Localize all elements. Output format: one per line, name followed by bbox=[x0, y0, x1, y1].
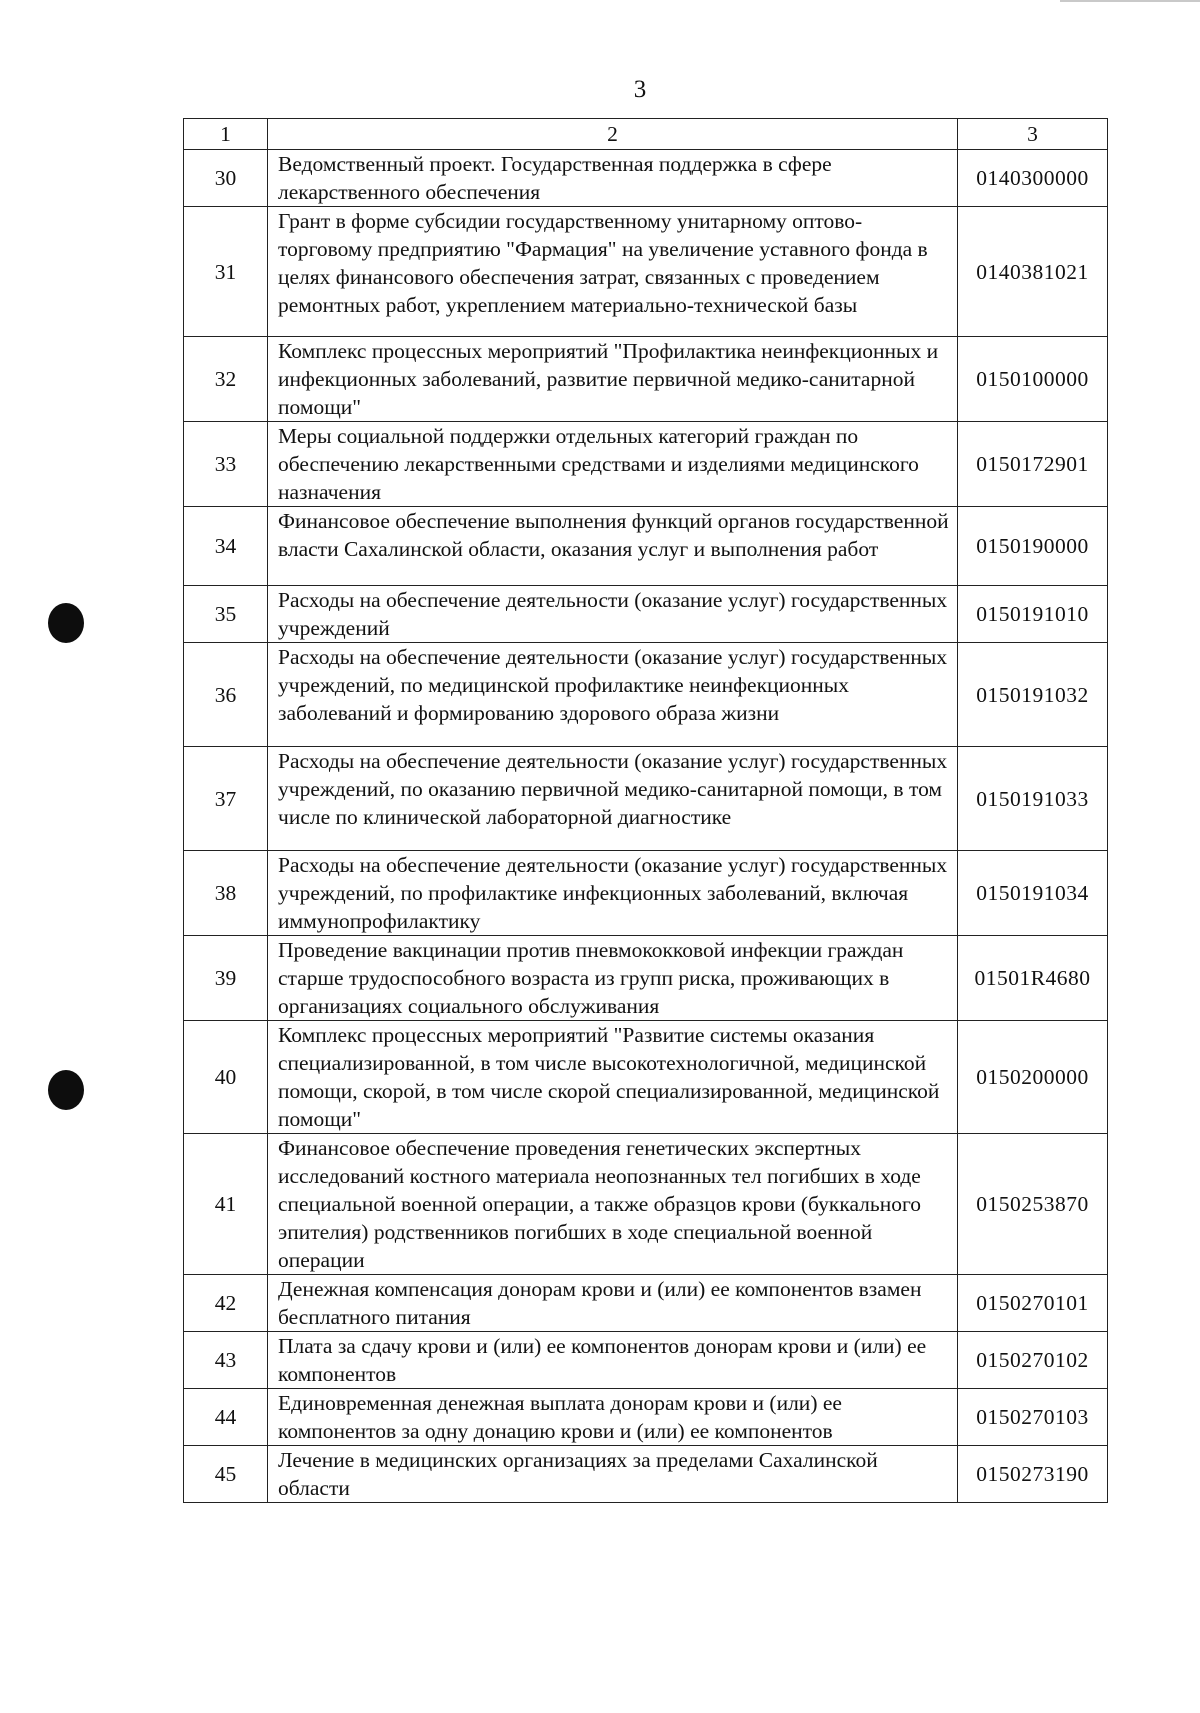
table-row bbox=[184, 1021, 1108, 1134]
row-code: 0150191034 bbox=[958, 851, 1108, 936]
header-cell-name: 2 bbox=[268, 119, 958, 150]
row-number: 41 bbox=[184, 1134, 268, 1275]
table-row bbox=[184, 851, 1108, 936]
row-number: 30 bbox=[184, 150, 268, 207]
header-cell-code: 3 bbox=[958, 119, 1108, 150]
row-name: Лечение в медицинских организациях за пределами Сахалинской области bbox=[268, 1446, 958, 1503]
punch-hole-mark bbox=[48, 603, 84, 643]
row-code: 0150270102 bbox=[958, 1332, 1108, 1389]
punch-hole-mark bbox=[48, 1070, 84, 1110]
row-code: 0150191032 bbox=[958, 643, 1108, 747]
page-number: 3 bbox=[633, 76, 647, 103]
row-name: Комплекс процессных мероприятий "Развитие системы оказания специализированной, в том числе высокотехнологичной, медицинской помощи, скорой, в том числе скорой специализированной, медицинской помощи" bbox=[268, 1021, 958, 1134]
table-row bbox=[184, 936, 1108, 1021]
table-body bbox=[184, 119, 1108, 1503]
table-row bbox=[184, 422, 1108, 507]
table-row bbox=[184, 1275, 1108, 1332]
row-number: 40 bbox=[184, 1021, 268, 1134]
row-number: 43 bbox=[184, 1332, 268, 1389]
header-cell-number: 1 bbox=[184, 119, 268, 150]
row-name: Финансовое обеспечение проведения генетических экспертных исследований костного материала неопознанных тел погибших в ходе специальной военной операции, а также образцов крови (буккального эпителия) родственников погибших в ходе специальной военной операции bbox=[268, 1134, 958, 1275]
row-code: 0150191010 bbox=[958, 586, 1108, 643]
row-name: Единовременная денежная выплата донорам крови и (или) ее компонентов за одну донацию крови и (или) ее компонентов bbox=[268, 1389, 958, 1446]
row-name: Меры социальной поддержки отдельных категорий граждан по обеспечению лекарственными средствами и изделиями медицинского назначения bbox=[268, 422, 958, 507]
scan-edge-line bbox=[1060, 0, 1200, 2]
table-row bbox=[184, 207, 1108, 337]
row-code: 0150172901 bbox=[958, 422, 1108, 507]
row-code: 0140381021 bbox=[958, 207, 1108, 337]
row-code: 0150253870 bbox=[958, 1134, 1108, 1275]
table-row bbox=[184, 586, 1108, 643]
table-row bbox=[184, 150, 1108, 207]
row-number: 38 bbox=[184, 851, 268, 936]
row-code: 0150190000 bbox=[958, 507, 1108, 586]
table-header-row bbox=[184, 119, 1108, 150]
table-row bbox=[184, 1446, 1108, 1503]
row-name: Финансовое обеспечение выполнения функций органов государственной власти Сахалинской области, оказания услуг и выполнения работ bbox=[268, 507, 958, 586]
table-row bbox=[184, 507, 1108, 586]
row-number: 32 bbox=[184, 337, 268, 422]
row-code: 01501R4680 bbox=[958, 936, 1108, 1021]
table-row bbox=[184, 337, 1108, 422]
row-code: 0150100000 bbox=[958, 337, 1108, 422]
row-name: Денежная компенсация донорам крови и (или) ее компонентов взамен бесплатного питания bbox=[268, 1275, 958, 1332]
row-number: 34 bbox=[184, 507, 268, 586]
row-code: 0150270103 bbox=[958, 1389, 1108, 1446]
row-number: 45 bbox=[184, 1446, 268, 1503]
row-name: Расходы на обеспечение деятельности (оказание услуг) государственных учреждений, по профилактике инфекционных заболеваний, включая иммунопрофилактику bbox=[268, 851, 958, 936]
row-name: Расходы на обеспечение деятельности (оказание услуг) государственных учреждений bbox=[268, 586, 958, 643]
table-row bbox=[184, 643, 1108, 747]
row-number: 31 bbox=[184, 207, 268, 337]
row-code: 0150273190 bbox=[958, 1446, 1108, 1503]
budget-codes-table bbox=[183, 118, 1108, 1503]
table-row bbox=[184, 747, 1108, 851]
row-name: Комплекс процессных мероприятий "Профилактика неинфекционных и инфекционных заболеваний, развитие первичной медико-санитарной помощи" bbox=[268, 337, 958, 422]
row-number: 44 bbox=[184, 1389, 268, 1446]
row-number: 35 bbox=[184, 586, 268, 643]
row-name: Грант в форме субсидии государственному унитарному оптово-торговому предприятию "Фармация" на увеличение уставного фонда в целях финансового обеспечения затрат, связанных с проведением ремонтных работ, укреплением материально-технической базы bbox=[268, 207, 958, 337]
table-row bbox=[184, 1389, 1108, 1446]
row-name: Расходы на обеспечение деятельности (оказание услуг) государственных учреждений, по оказанию первичной медико-санитарной помощи, в том числе по клинической лабораторной диагностике bbox=[268, 747, 958, 851]
row-number: 37 bbox=[184, 747, 268, 851]
table-row bbox=[184, 1332, 1108, 1389]
row-number: 36 bbox=[184, 643, 268, 747]
row-number: 39 bbox=[184, 936, 268, 1021]
table-row bbox=[184, 1134, 1108, 1275]
row-code: 0140300000 bbox=[958, 150, 1108, 207]
row-code: 0150200000 bbox=[958, 1021, 1108, 1134]
row-name: Ведомственный проект. Государственная поддержка в сфере лекарственного обеспечения bbox=[268, 150, 958, 207]
row-code: 0150270101 bbox=[958, 1275, 1108, 1332]
row-number: 42 bbox=[184, 1275, 268, 1332]
row-name: Плата за сдачу крови и (или) ее компонентов донорам крови и (или) ее компонентов bbox=[268, 1332, 958, 1389]
row-number: 33 bbox=[184, 422, 268, 507]
row-name: Расходы на обеспечение деятельности (оказание услуг) государственных учреждений, по медицинской профилактике неинфекционных заболеваний и формированию здорового образа жизни bbox=[268, 643, 958, 747]
row-name: Проведение вакцинации против пневмококковой инфекции граждан старше трудоспособного возраста из групп риска, проживающих в организациях социального обслуживания bbox=[268, 936, 958, 1021]
row-code: 0150191033 bbox=[958, 747, 1108, 851]
